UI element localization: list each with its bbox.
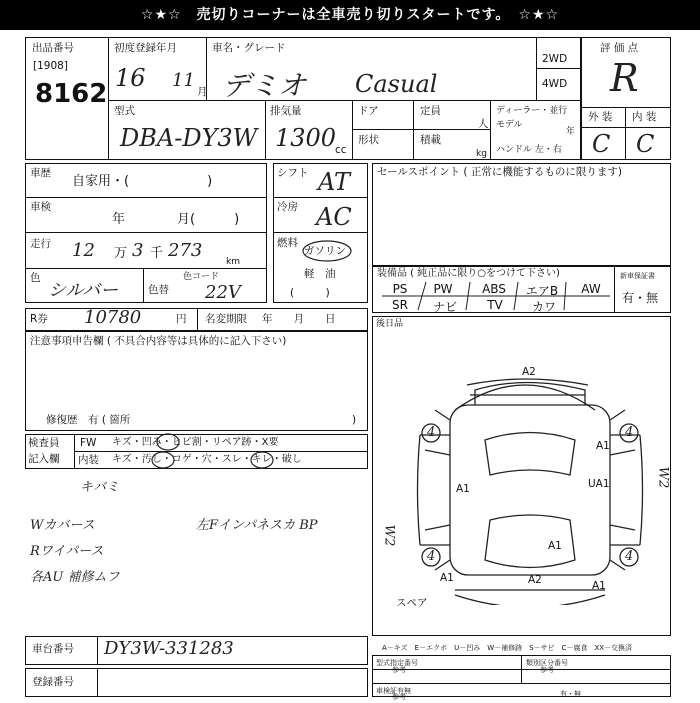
note-w2-side: W2 [381,524,397,547]
car-diagram [395,365,665,605]
note-r-wiper: Rワイパース [30,544,104,559]
equip-ps: PS [392,282,408,296]
name-change-value: 年 月 日 [262,313,336,325]
inspect-circles [150,432,290,470]
history-label: 車歴 [30,167,51,179]
load-unit: kg [476,149,487,159]
int-items: キズ・汚し・コゲ・穴・スレ・キレ・破し [112,454,302,465]
inspector-label: 検査員 [28,437,60,449]
cert-label: 車検証有無 [376,687,411,695]
colorcode-label: 色コード [183,272,220,282]
name-label: 車名・グレード [212,42,286,54]
color-label: 色 [30,272,41,284]
class-label: 類別区分番号 [526,659,568,667]
mileage-man: 12 [72,240,95,261]
damage-mark-bumper: A1 [548,540,562,552]
car-name: デミオ [222,69,307,102]
plate-label: 登録番号 [32,676,74,688]
shift-label: シフト [277,167,309,179]
reg-month: 11 [172,70,195,91]
history-value: 自家用・( ) [72,174,213,189]
capacity-label: 定員 [420,105,441,117]
chassis-label: 車台番号 [32,643,74,655]
paint-label: 色替 [148,284,169,296]
equip-airbag: エアB [525,284,559,298]
afterfit-label: 後日品 [376,319,404,329]
recycle-label: R券 [30,313,48,325]
lot-label: 出品番号 [32,42,74,54]
handle-label: ハンドル 左・右 [496,145,562,155]
eval-score: R [610,56,639,100]
ac-label: 冷房 [277,201,298,213]
tire-mark-rr: 4 [625,549,634,564]
color-value: シルバー [48,280,119,301]
fuel-other: ( ) [290,287,330,299]
sales-label: セールスポイント ( 正常に機能するものに限ります) [377,166,622,178]
new-car-label: 新車保証書 [620,272,655,280]
tire-mark-rl: 4 [427,549,436,564]
equip-abs: ABS [482,282,506,296]
note-w-cover: Wカバース [30,518,95,533]
tire-mark-fr: 4 [625,425,634,440]
type-label: 型式指定番号 [376,659,418,667]
notes-label: 注意事項申告欄 ( 不具合内容等は具体的に記入下さい) [30,335,287,347]
capacity-unit: 人 [478,118,489,130]
spare-label: スペア [396,597,428,609]
mileage-sen-unit: 千 [150,246,164,261]
exterior-value: C [592,130,611,158]
equip-sr: SR [392,298,408,312]
disp-unit: cc [335,144,347,156]
new-car-value: 有・無 [622,291,659,305]
equip-leather: カワ [531,300,556,314]
grade: Casual [355,70,438,98]
damage-mark-front: A2 [522,366,536,378]
plate-block [25,668,368,697]
mileage-unit: km [226,257,240,267]
equip-grid [380,280,612,312]
equip-tv: TV [487,298,503,312]
exterior-label: 外 装 [588,111,613,123]
interior-label: 内 装 [632,111,657,123]
tire-mark-fl: 4 [427,425,436,440]
eval-label: 評 価 点 [600,42,639,54]
disp-label: 排気量 [270,105,302,117]
equip-label: 装備品 ( 純正品に限り○をつけて下さい) [377,268,560,279]
fuel-label: 燃料 [277,237,298,249]
cert-opt: 有・無 [560,690,581,698]
model-label: 型式 [114,105,135,117]
cert-sub: 参考 [392,693,406,701]
lot-code: [1908] [33,60,68,72]
shape-label: 形状 [358,134,379,146]
mileage-sen: 3 [132,240,144,261]
int-label: 内装 [78,454,99,466]
door-label: ドア [358,105,379,117]
dealer-label: ディーラー・並行 [496,106,568,116]
shift-value: AT [318,168,351,196]
fw-items: キズ・凹み・ヒビ割・リペア跡・X要 [112,437,279,448]
damage-mark-fender: A1 [596,440,610,452]
inspection-value: 年 月( ) [112,212,240,227]
damage-mark-rr: A1 [592,580,606,592]
reg-label: 初度登録年月 [114,42,177,54]
month-unit: 月 [197,86,208,98]
equip-navi: ナビ [432,300,457,314]
fw-label: FW [80,437,97,449]
load-label: 積載 [420,134,441,146]
damage-mark-rear: A2 [528,574,542,586]
damage-mark-right: UA1 [588,478,610,490]
fuel-light: 軽 油 [304,268,336,280]
model-value: DBA-DY3W [120,124,258,152]
note-kibami: キバミ [80,480,120,495]
mileage-rest: 273 [168,240,203,261]
reg-year: 16 [115,64,146,92]
damage-mark-rl: A1 [440,572,454,584]
mileage-label: 走行 [30,238,51,250]
repair-close: ) [352,414,357,426]
fuel-gas: ガソリン [304,245,346,257]
damage-mark-left: A1 [456,483,470,495]
type-sub: 参考 [392,666,406,674]
legend: A－キズ E－エクボ U－凹み W－補修跡 S－サビ C－腐食 XX－交換済 [382,644,633,652]
disp-value: 1300 [275,124,337,152]
recycle-value: 10780 [84,307,142,328]
header-banner: ☆★☆ 売切りコーナーは全車売り切りスタートです。 ☆★☆ [0,0,700,30]
model-year-label: モデル [496,120,523,130]
class-sub: 参考 [540,666,554,674]
sales-block [372,163,671,266]
drive-2wd: 2WD [542,53,568,65]
inspection-label: 車検 [30,201,51,213]
repair-label: 修復歴 有 ( 箇所 [46,414,131,426]
ac-value: AC [316,203,352,231]
name-change-label: 名変期限 [205,313,247,325]
chassis-value: DY3W-331283 [104,638,234,659]
equip-aw: AW [581,282,601,296]
model-year-unit: 年 [566,127,576,137]
drive-4wd: 4WD [542,78,568,90]
note-bumper: 左Fインパネスカ BP [196,518,318,533]
mileage-man-unit: 万 [114,246,128,261]
equip-pw: PW [433,282,453,296]
note-w2-front: W2 [655,466,671,489]
lot-number: 8162 [35,79,108,109]
entry-label: 記入欄 [28,453,60,465]
recycle-unit: 円 [176,313,187,325]
interior-value: C [636,130,655,158]
note-au-repair: 各AU 補修ムフ [30,570,120,585]
colorcode-value: 22V [205,282,241,303]
